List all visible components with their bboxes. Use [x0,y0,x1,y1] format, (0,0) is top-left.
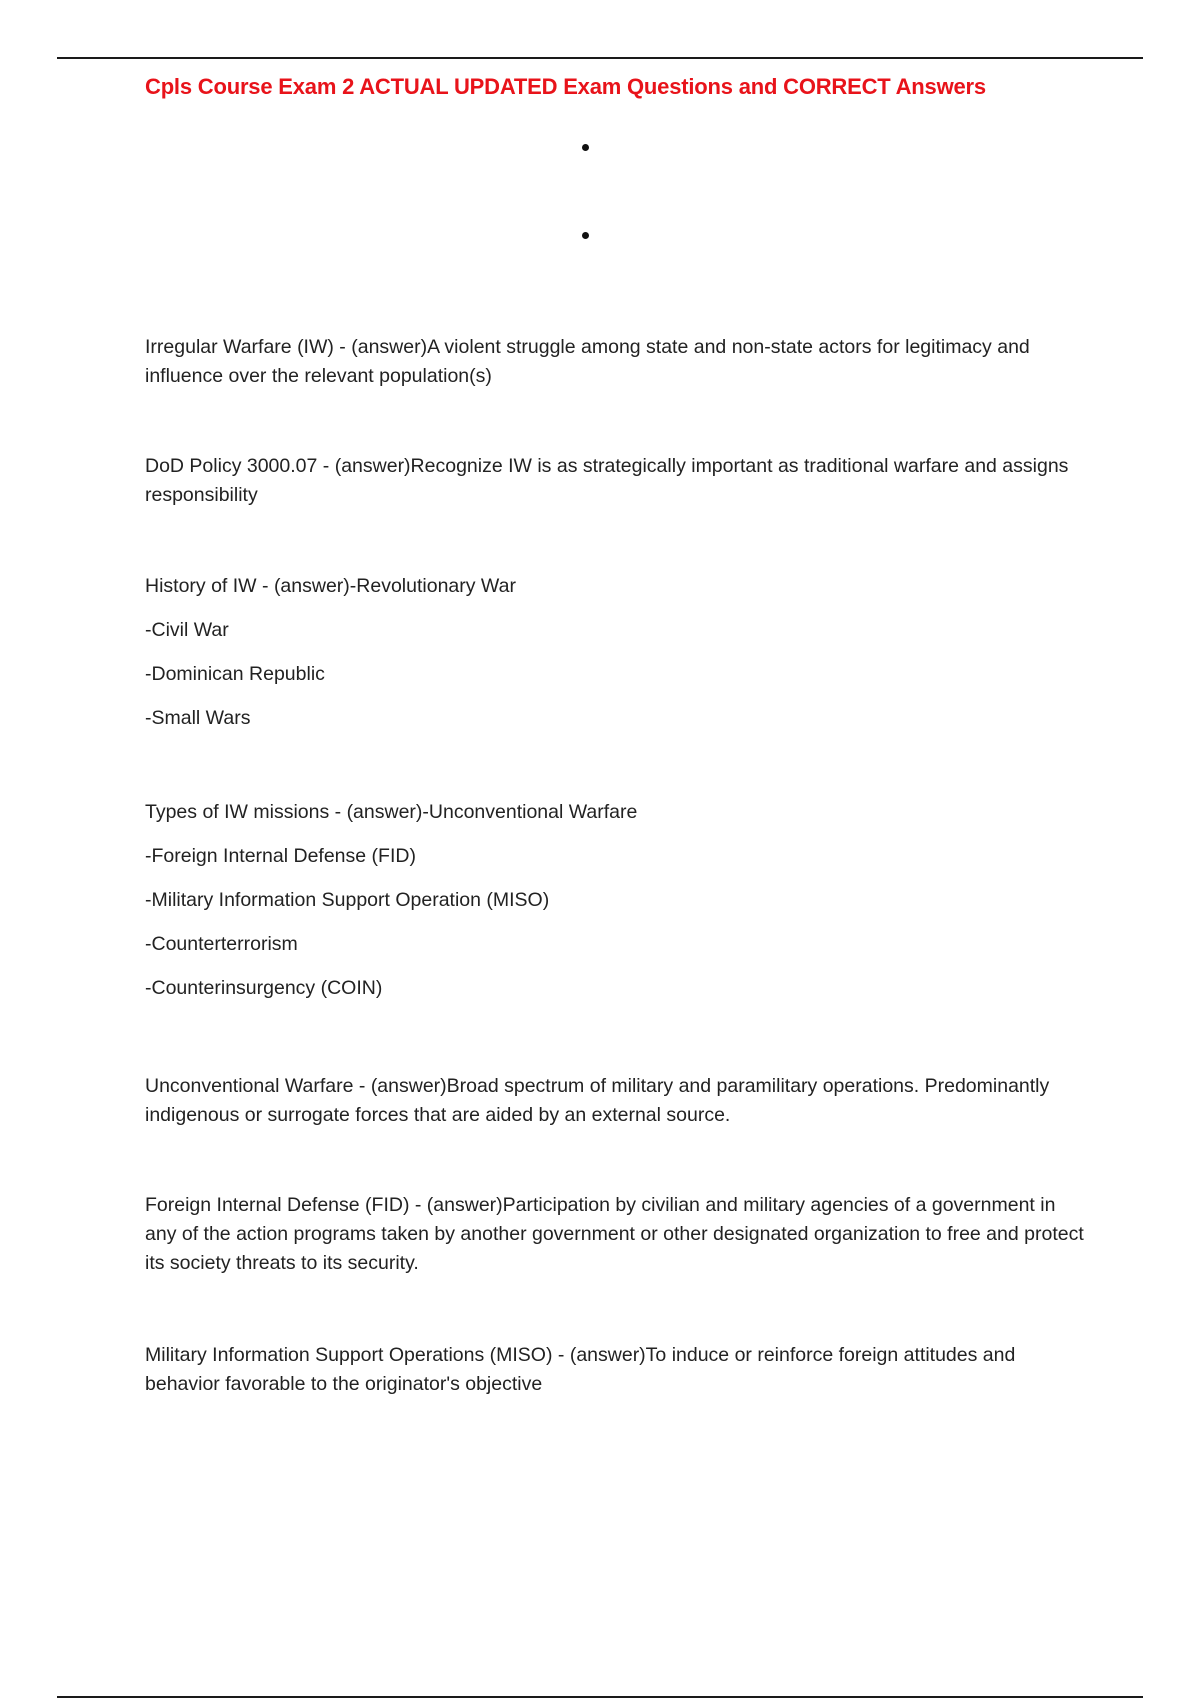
answer-list-item: -Civil War [145,619,229,641]
qa-entry-types-of-iw-missions [145,798,1085,1003]
qa-text [145,572,1085,601]
answer-list-item: -Small Wars [145,707,251,729]
answer-list-item: -Military Information Support Operation (MISO) [145,889,550,911]
qa-term: DoD Policy 3000.07 [145,455,318,477]
qa-separator: - [409,1194,427,1216]
qa-answer: (answer)Recognize IW is as strategically important as traditional warfare and assigns responsibility [145,455,1069,506]
top-rule [57,57,1143,59]
answer-list-item: -Foreign Internal Defense (FID) [145,845,416,867]
qa-answer: (answer)A violent struggle among state and non-state actors for legitimacy and influence over the relevant population(s) [145,336,1030,387]
qa-entry-irregular-warfare [145,333,1085,391]
bottom-rule [57,1696,1143,1698]
qa-entry-unconventional-warfare [145,1072,1085,1130]
qa-answer: (answer)To induce or reinforce foreign attitudes and behavior favorable to the originator's objective [145,1344,1016,1395]
qa-term: Military Information Support Operations (MISO) [145,1344,553,1366]
qa-entry-miso [145,1341,1085,1399]
qa-text [145,798,1085,827]
qa-text [145,333,1085,391]
qa-separator: - [256,575,274,597]
qa-separator: - [329,801,347,823]
bullet-icon [582,232,589,239]
answer-list-item: -Counterterrorism [145,933,298,955]
qa-text [145,1341,1085,1399]
qa-answer: (answer)-Revolutionary War [273,575,516,597]
qa-separator: - [552,1344,570,1366]
document-title: Cpls Course Exam 2 ACTUAL UPDATED Exam Questions and CORRECT Answers [145,74,986,99]
qa-term: Irregular Warfare (IW) [145,336,334,358]
qa-entry-history-of-iw [145,572,1085,733]
qa-text [145,1072,1085,1130]
qa-entry-dod-policy [145,452,1085,510]
qa-text [145,1191,1085,1278]
bullet-icon [582,144,589,151]
qa-term: Foreign Internal Defense (FID) [145,1194,410,1216]
qa-term: History of IW [145,575,257,597]
qa-entry-foreign-internal-defense [145,1191,1085,1278]
qa-separator: - [333,336,352,358]
qa-term: Types of IW missions [145,801,330,823]
answer-list-item: -Counterinsurgency (COIN) [145,977,383,999]
answer-list-item: -Dominican Republic [145,663,325,685]
qa-answer: (answer)Broad spectrum of military and paramilitary operations. Predominantly indigenous or surrogate forces that are aided by an external source. [145,1075,1050,1126]
qa-term: Unconventional Warfare [145,1075,354,1097]
qa-text [145,452,1085,510]
qa-answer: (answer)Participation by civilian and military agencies of a government in any of the action programs taken by another government or other designated organization to free and protect its society threats to its security. [145,1194,1084,1274]
qa-separator: - [317,455,335,477]
qa-separator: - [353,1075,371,1097]
qa-answer: (answer)-Unconventional Warfare [346,801,638,823]
